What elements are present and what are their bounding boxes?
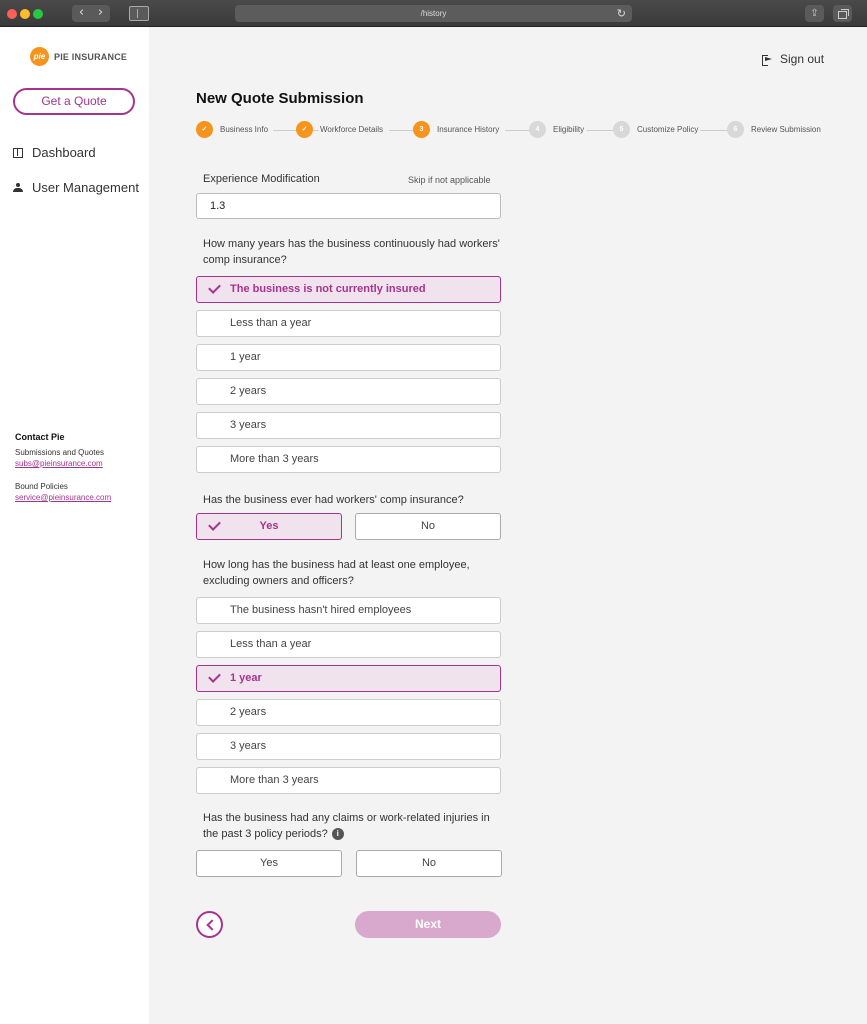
option-label: 3 years	[230, 740, 267, 752]
step-label: Business Info	[220, 125, 269, 134]
logo-text: PIE INSURANCE	[54, 51, 128, 62]
option-label: The business is not currently insured	[230, 283, 426, 295]
submissions-email-link[interactable]: subs@pieinsurance.com	[15, 459, 103, 468]
option-label: Less than a year	[230, 317, 312, 329]
sign-out-icon	[762, 55, 773, 64]
step-connector	[587, 130, 613, 131]
sign-out-label: Sign out	[780, 52, 825, 66]
option-3-years[interactable]	[196, 733, 501, 760]
yes-button[interactable]	[196, 513, 342, 540]
tabs-overview-icon[interactable]	[833, 5, 852, 22]
submissions-label: Submissions and Quotes	[15, 448, 104, 457]
step-connector	[389, 130, 414, 131]
info-icon[interactable]: i	[332, 828, 344, 840]
get-a-quote-button[interactable]: Get a Quote	[13, 88, 135, 115]
users-icon	[13, 183, 23, 193]
contact-section	[15, 432, 111, 502]
option-1-year[interactable]	[196, 665, 501, 692]
step-label: Eligibility	[553, 125, 585, 134]
back-chevron-icon[interactable]	[196, 911, 223, 938]
option-1-year[interactable]	[196, 344, 501, 371]
pie-logo-mark: pie	[30, 47, 49, 66]
back-arrow-icon[interactable]: ‹	[78, 5, 85, 20]
dashboard-icon	[13, 148, 23, 158]
service-email-link[interactable]: service@pieinsurance.com	[15, 493, 112, 502]
option-2-years[interactable]	[196, 378, 501, 405]
no-label: No	[420, 520, 436, 532]
sign-out-link[interactable]	[762, 52, 824, 66]
step-insurance-history	[413, 121, 499, 138]
checkmark-icon	[208, 281, 221, 294]
option-no-employees[interactable]	[196, 597, 501, 624]
step-connector	[700, 130, 728, 131]
minimize-window-button[interactable]	[20, 9, 30, 19]
question-claims	[203, 810, 503, 842]
claims-yes-button[interactable]	[196, 850, 342, 877]
sidebar-item-label: User Management	[32, 180, 139, 195]
step-customize-policy	[613, 121, 698, 138]
option-more-than-3-years[interactable]	[196, 767, 501, 794]
sidebar	[0, 27, 149, 1024]
bound-policies-label: Bound Policies	[15, 482, 68, 491]
option-label: 1 year	[230, 351, 261, 363]
question-ever-had-insurance: Has the business ever had workers' comp insurance?	[203, 494, 464, 506]
step-label: Customize Policy	[637, 125, 699, 134]
option-label: 2 years	[230, 706, 267, 718]
option-less-than-a-year[interactable]	[196, 310, 501, 337]
step-label: Workforce Details	[320, 125, 383, 134]
pie-insurance-logo[interactable]	[30, 47, 127, 66]
no-label: No	[421, 857, 437, 869]
option-3-years[interactable]	[196, 412, 501, 439]
sidebar-item-user-management[interactable]	[13, 180, 139, 195]
page-title: New Quote Submission	[196, 90, 364, 107]
experience-modification-input[interactable]: 1.3	[196, 193, 501, 219]
option-label: 3 years	[230, 419, 267, 431]
url-text: /history	[420, 9, 447, 18]
check-icon: ✓	[296, 121, 313, 138]
option-label: More than 3 years	[230, 453, 319, 465]
contact-title: Contact Pie	[15, 432, 65, 442]
address-bar[interactable]	[235, 5, 632, 22]
browser-toolbar	[0, 0, 867, 27]
no-button[interactable]	[355, 513, 501, 540]
step-connector	[505, 130, 529, 131]
option-label: 1 year	[230, 672, 262, 684]
checkmark-icon	[208, 670, 221, 683]
progress-stepper	[196, 121, 826, 139]
check-icon: ✓	[196, 121, 213, 138]
next-button[interactable]: Next	[355, 911, 501, 938]
checkmark-icon	[208, 518, 221, 531]
option-more-than-3-years[interactable]	[196, 446, 501, 473]
history-nav	[72, 5, 110, 22]
experience-modification-label: Experience Modification	[203, 173, 320, 185]
forward-arrow-icon[interactable]: ›	[97, 5, 104, 20]
zoom-window-button[interactable]	[33, 9, 43, 19]
step-number: 3	[413, 121, 430, 138]
step-workforce-details[interactable]	[296, 121, 383, 138]
question-text: Has the business had any claims or work-related injuries in the past 3 policy periods?	[203, 812, 490, 840]
step-label: Review Submission	[751, 125, 821, 134]
sidebar-item-dashboard[interactable]	[13, 145, 96, 160]
step-review-submission	[727, 121, 821, 138]
reload-icon[interactable]: ↻	[616, 7, 626, 20]
sidebar-item-label: Dashboard	[32, 145, 96, 160]
option-label: More than 3 years	[230, 774, 319, 786]
share-icon[interactable]: ⇪	[805, 5, 824, 22]
option-2-years[interactable]	[196, 699, 501, 726]
step-number: 4	[529, 121, 546, 138]
option-label: The business hasn't hired employees	[230, 604, 412, 616]
option-label: Less than a year	[230, 638, 312, 650]
skip-hint: Skip if not applicable	[408, 175, 491, 185]
step-number: 6	[727, 121, 744, 138]
step-business-info[interactable]	[196, 121, 268, 138]
option-not-currently-insured[interactable]	[196, 276, 501, 303]
yes-label: Yes	[259, 520, 279, 532]
claims-no-button[interactable]	[356, 850, 502, 877]
step-eligibility	[529, 121, 584, 138]
question-employee-duration: How long has the business had at least one employee, excluding owners and officers?	[203, 559, 470, 587]
option-label: 2 years	[230, 385, 267, 397]
step-label: Insurance History	[437, 125, 500, 134]
option-less-than-a-year[interactable]	[196, 631, 501, 658]
question-years-insured: How many years has the business continuously had workers' comp insurance?	[203, 238, 500, 266]
step-number: 5	[613, 121, 630, 138]
yes-label: Yes	[260, 857, 278, 869]
close-window-button[interactable]	[7, 9, 17, 19]
sidebar-toggle-icon[interactable]	[129, 6, 149, 21]
